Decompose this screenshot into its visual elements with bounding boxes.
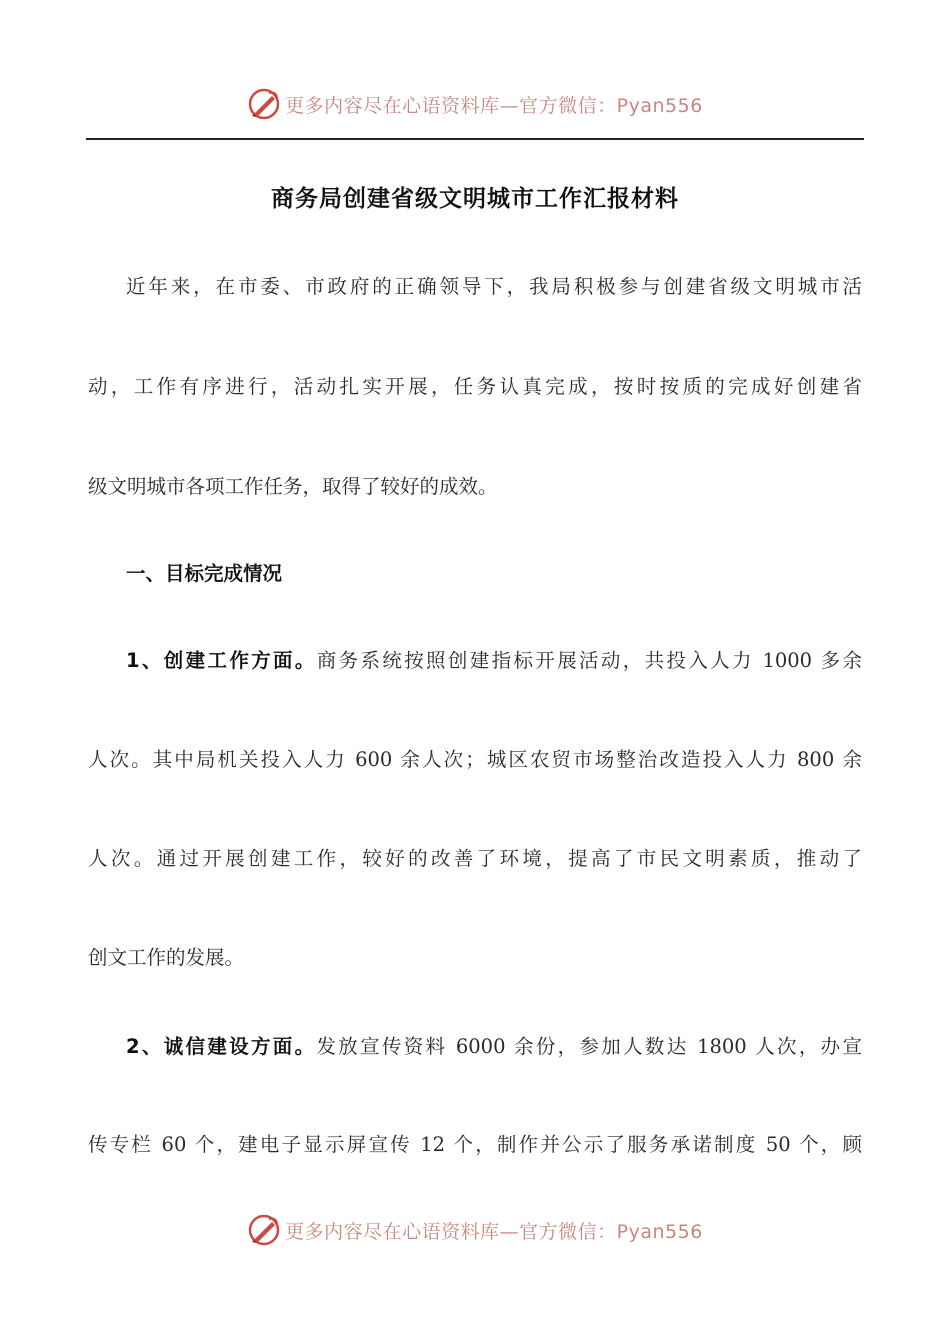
header-banner <box>0 84 950 124</box>
footer-banner-text: 更多内容尽在心语资料库—官方微信：Pyan556 <box>285 1220 703 1243</box>
item2-lead: 2、诚信建设方面。 <box>126 1035 317 1058</box>
header-wechat-id: Pyan556 <box>616 94 703 117</box>
item1-line1-text: 商务系统按照创建指标开展活动，共投入人力 1000 多余 <box>316 649 862 672</box>
intro-line-2: 动，工作有序进行，活动扎实开展，任务认真完成，按时按质的完成好创建省 <box>88 375 862 398</box>
item1-lead: 1、创建工作方面。 <box>126 649 317 672</box>
footer-banner <box>0 1210 950 1250</box>
item2-line-2: 传专栏 60 个，建电子显示屏宣传 12 个，制作并公示了服务承诺制度 50 个，顾 <box>88 1133 862 1156</box>
item1-line-2: 人次。其中局机关投入人力 600 余人次；城区农贸市场整治改造投入人力 800 余 <box>88 748 862 771</box>
item2-line1-text: 发放宣传资料 6000 余份，参加人数达 1800 人次，办宣 <box>316 1035 862 1058</box>
document-title: 商务局创建省级文明城市工作汇报材料 <box>271 186 679 212</box>
pen-logo-icon <box>247 1213 281 1247</box>
header-divider <box>86 138 864 140</box>
item1-line-4: 创文工作的发展。 <box>88 946 245 969</box>
footer-wechat-id: Pyan556 <box>616 1220 703 1243</box>
item1-line-1 <box>88 646 862 676</box>
section-heading-1: 一、目标完成情况 <box>126 562 283 585</box>
header-banner-text: 更多内容尽在心语资料库—官方微信：Pyan556 <box>285 94 703 117</box>
pen-logo-icon <box>247 87 281 121</box>
intro-line-3: 级文明城市各项工作任务，取得了较好的成效。 <box>88 475 498 498</box>
item1-line-3: 人次。通过开展创建工作，较好的改善了环境，提高了市民文明素质，推动了 <box>88 847 862 870</box>
item2-line-1 <box>88 1032 862 1062</box>
intro-line-1: 近年来，在市委、市政府的正确领导下，我局积极参与创建省级文明城市活 <box>126 275 862 298</box>
